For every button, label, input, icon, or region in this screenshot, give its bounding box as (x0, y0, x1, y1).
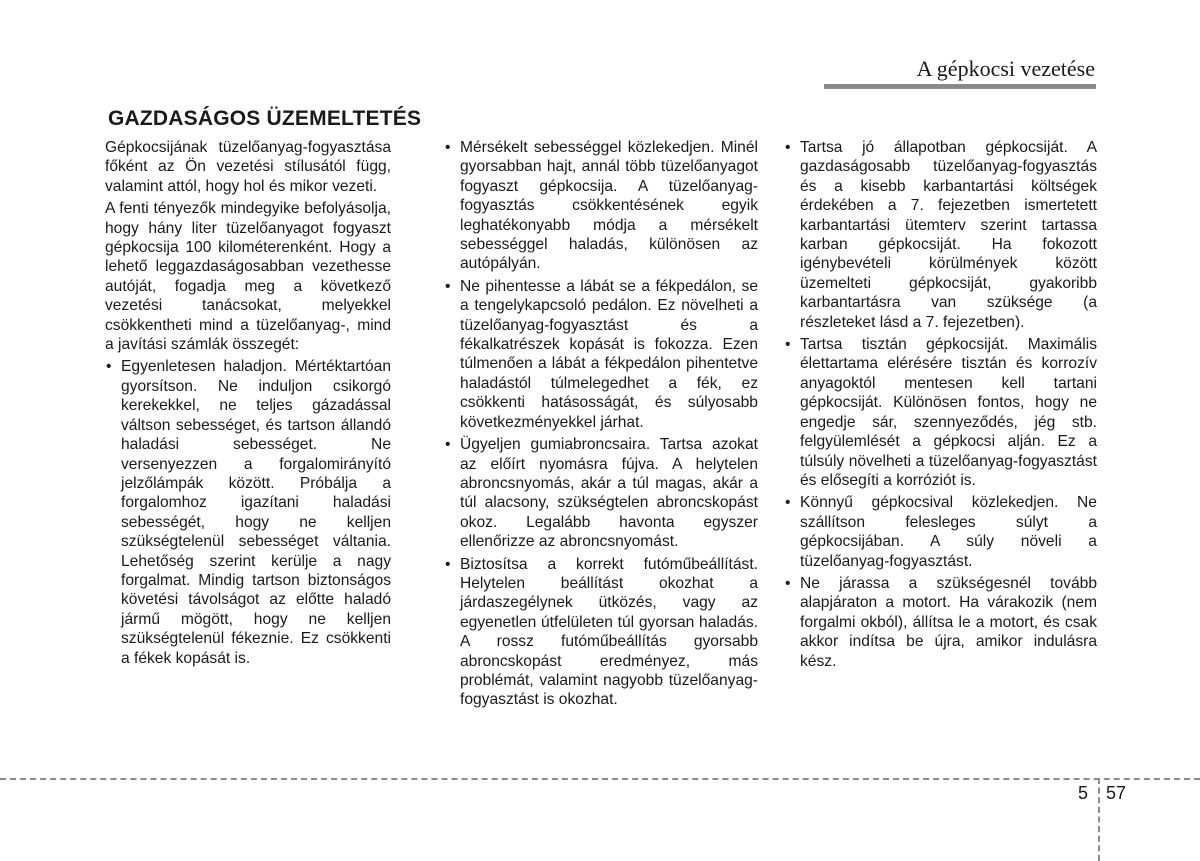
paragraph: A fenti tényezők mindegyike befolyásolja, hogy hány liter tüzelőanyagot fogyaszt gépkocsija 100 kilométerenként. Hogy a lehető leggazdaságosabban vezethesse autóját, fogadja meg a következő vezetési tanácsokat, melyekkel csökkentheti mind a tüzelőanyag-, mind a javítási számlák összegét: (105, 200, 391, 354)
list-item: • Biztosítsa a korrekt futóműbeállítást. Helytelen beállítást okozhat a járdaszegélynek ütközés, vagy az egyenetlen útfelületen túl gyorsan haladás. A rossz futóműbeállítás gyorsabb abroncskopást eredményez, más problémát, valamint nagyobb tüzelőanyag-fogyasztást is okozhat. (444, 555, 758, 710)
list-item: • Ne pihentesse a lábát se a fékpedálon, se a tengelykapcsoló pedálon. Ez növelheti a tüzelőanyag-fogyasztást és a fékalkatrészek kopását is fokozza. Ezen túlmenően a lábát a fékpedálon pihentetve haladástól túlmelegedhet a fék, ez csökkenti hatásosságát, és súlyosabb következményekkel járhat. (444, 277, 758, 432)
column-2 (444, 138, 758, 713)
column-3 (784, 138, 1097, 674)
paragraph: Gépkocsijának tüzelőanyag-fogyasztása főként az Ön vezetési stílusától függ, valamint attól, hogy hol és mikor vezeti. (105, 139, 391, 195)
footer-rule (0, 778, 1200, 780)
list-item: • Tartsa jó állapotban gépkocsiját. A gazdaságosabb tüzelőanyag-fogyasztás és a kisebb karbantartási költségek érdekében a 7. fejezetben ismertetett karbantartási ütemterv szerint tartassa karban gépkocsiját. Ha fokozott igénybevételi körülmények között üzemelteti gépkocsiját, gyakoribb karbantartásra van szüksége (a részleteket lásd a 7. fejezetben). (784, 138, 1097, 332)
list-item: • Tartsa tisztán gépkocsiját. Maximális élettartama elérésére tisztán és korrozív anyagoktól mentesen kell tartani gépkocsiját. Különösen fontos, hogy ne engedje sár, szennyeződés, jég stb. felgyülemlését a gépkocsi alján. Ez a túlsúly növelheti a tüzelőanyag-fogyasztást és elősegíti a korróziót is. (784, 335, 1097, 490)
list-item: • Egyenletesen haladjon. Mértéktartóan gyorsítson. Ne induljon csikorgó kerekekkel, ne teljes gázadással váltson sebességet, és tartson állandó haladási sebességet. Ne versenyezzen a forgalomirányító jelzőlámpák között. Próbálja a forgalomhoz igazítani haladási sebességét, hogy ne kelljen szükségtelenül sebességet váltania. Lehetőség szerint kerülje a nagy forgalmat. Mindig tartson biztonságos követési távolságot az előtte haladó jármű mögött, hogy ne kelljen szükségtelenül fékeznie. Ez csökkenti a fékek kopását is. (105, 357, 391, 668)
column-1 (105, 138, 391, 671)
list-item: • Könnyű gépkocsival közlekedjen. Ne szállítson felesleges súlyt a gépkocsijában. A súly növeli a tüzelőanyag-fogyasztást. (784, 493, 1097, 571)
page-number: 57 (1106, 783, 1127, 803)
chapter-number: 5 (1078, 783, 1089, 803)
section-title: GAZDASÁGOS ÜZEMELTETÉS (108, 107, 422, 130)
bullet-list (784, 138, 1097, 671)
running-header: A gépkocsi vezetése (916, 56, 1095, 81)
bullet-list (105, 357, 391, 668)
list-item: • Ne járassa a szükségesnél tovább alapjáraton a motort. Ha várakozik (nem forgalmi okból), állítsa le a motort, és csak akkor indítsa be újra, amikor indulásra kész. (784, 574, 1097, 671)
list-item: • Mérsékelt sebességgel közlekedjen. Minél gyorsabban hajt, annál több tüzelőanyagot fogyaszt gépkocsija. A tüzelőanyag-fogyasztás csökkentésének egyik leghatékonyabb módja a mérsékelt sebességgel haladás, különösen az autópályán. (444, 138, 758, 274)
list-item: • Ügyeljen gumiabroncsaira. Tartsa azokat az előírt nyomásra fújva. A helytelen abroncsnyomás, akár a túl magas, akár a túl alacsony, szükségtelen abroncskopást okoz. Legalább havonta egyszer ellenőrizze az abroncsnyomást. (444, 435, 758, 551)
header-rule (824, 84, 1096, 89)
bullet-list (444, 138, 758, 710)
footer-divider (1098, 778, 1100, 861)
